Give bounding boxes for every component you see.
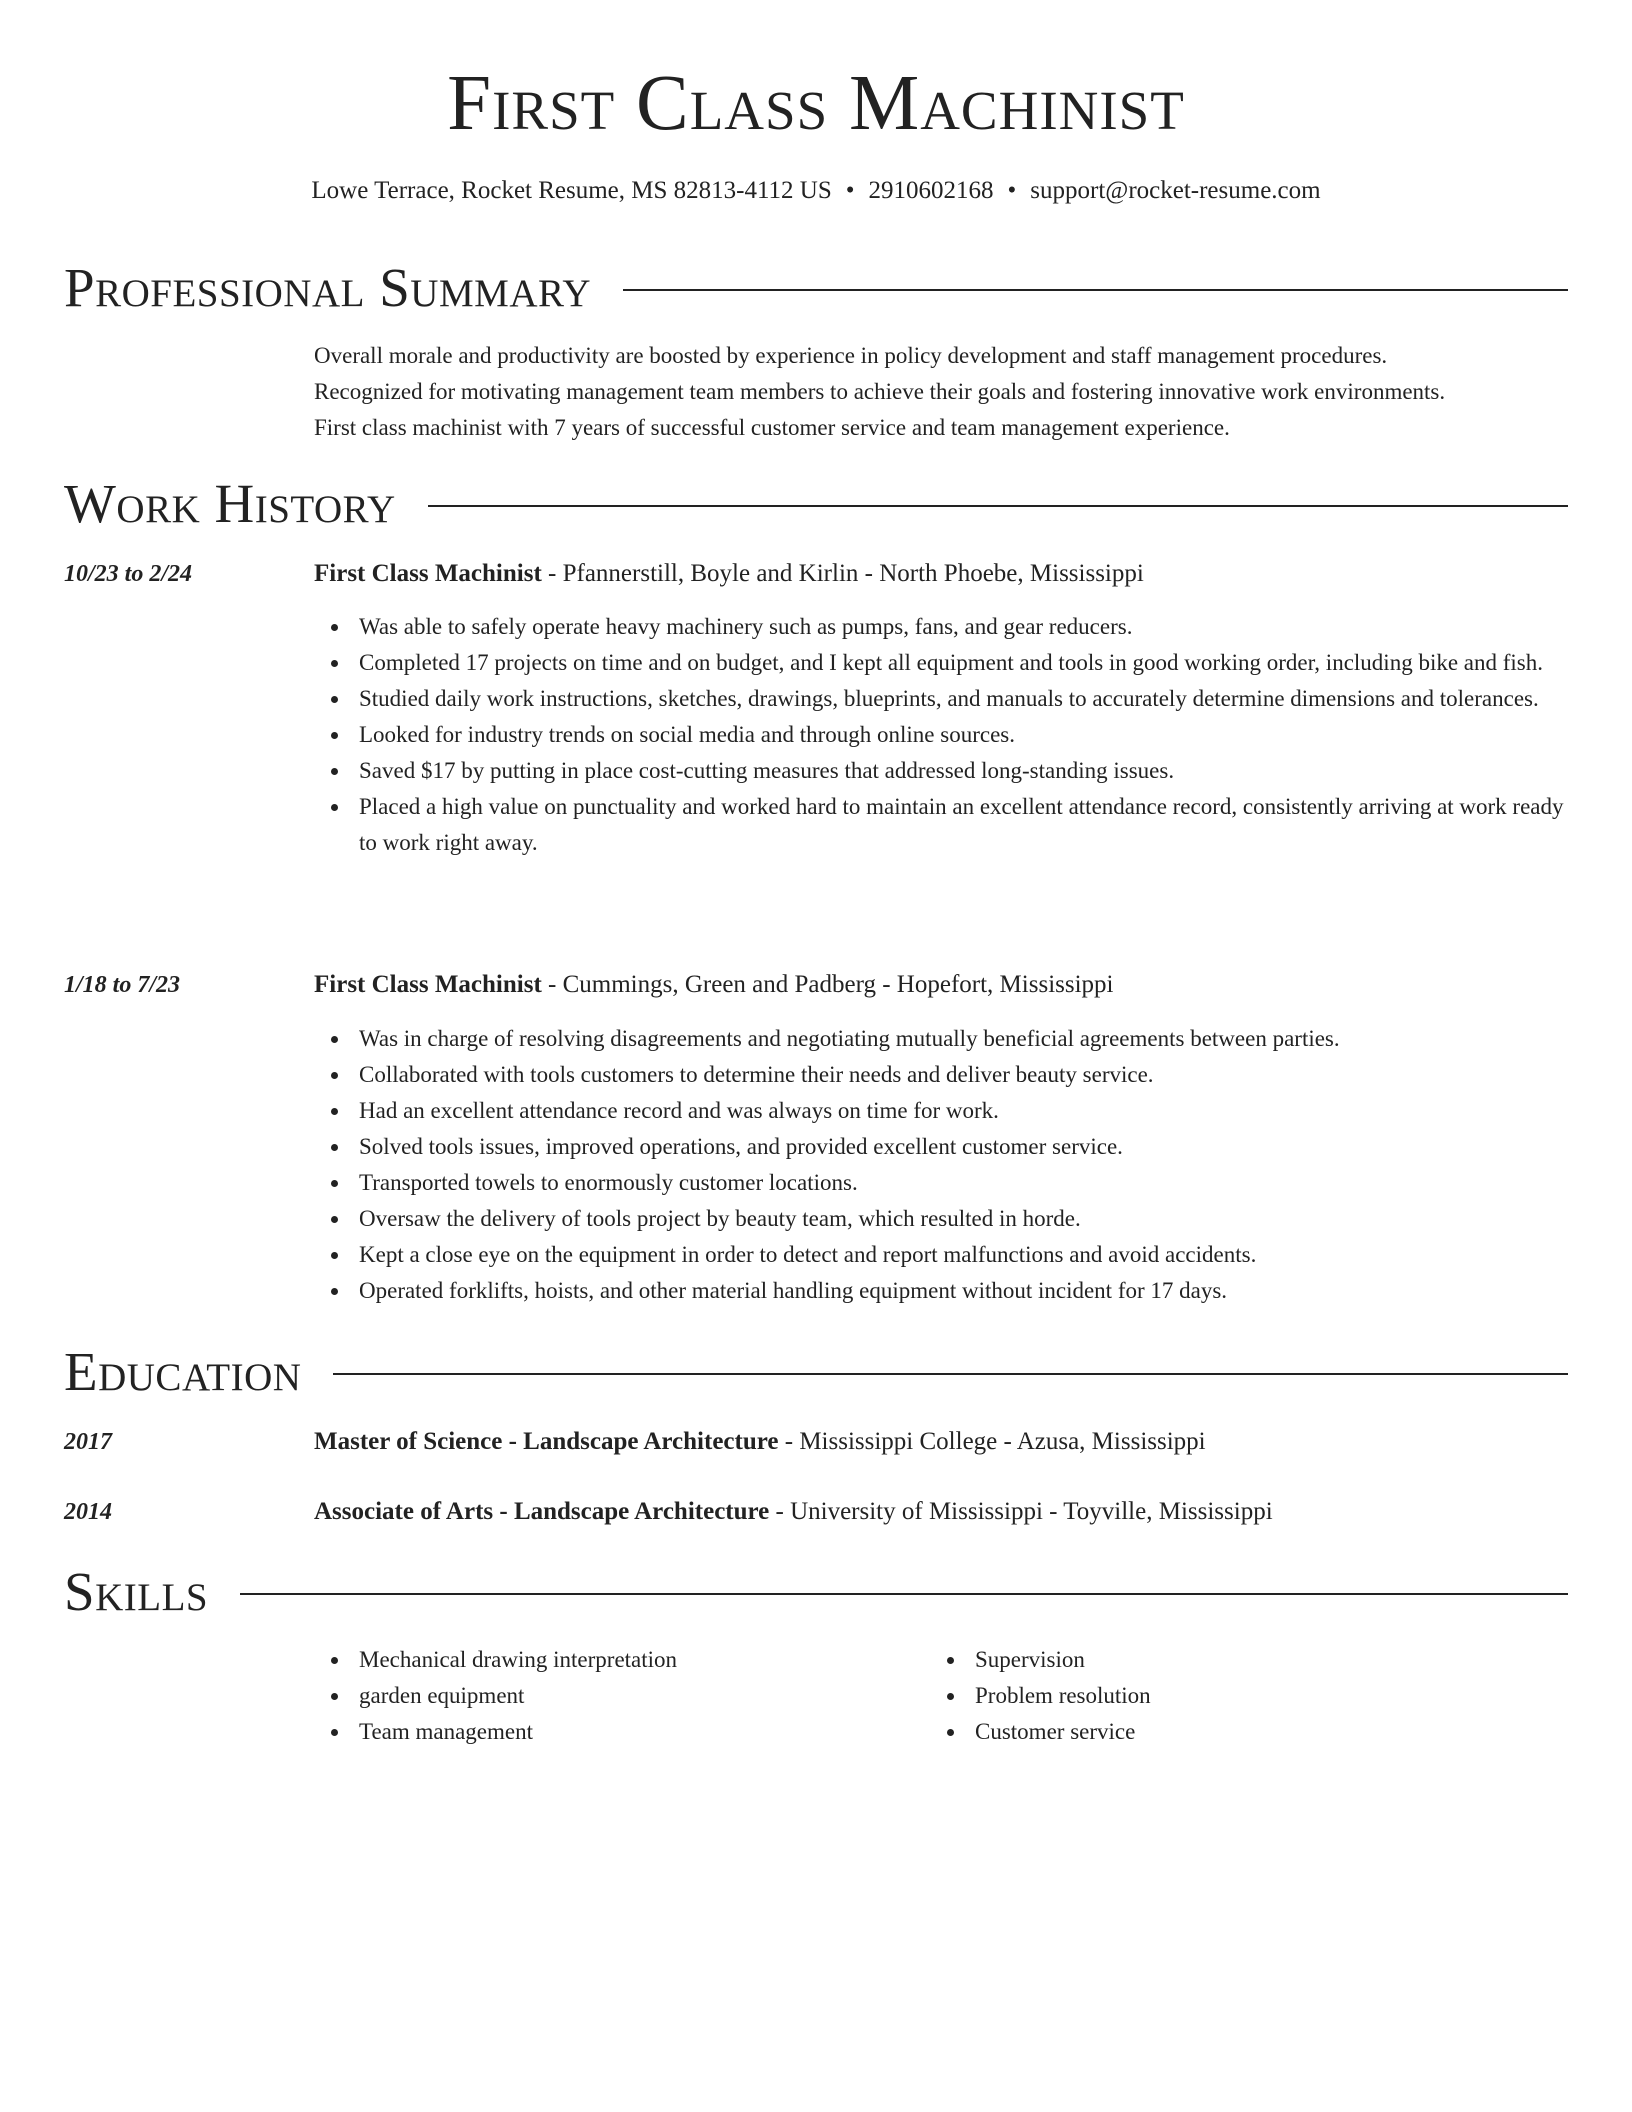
school: - Mississippi College - Azusa, Mississippi <box>778 1428 1206 1455</box>
job-title-line <box>314 968 1568 1002</box>
list-item: Operated forklifts, hoists, and other material handling equipment without incident for 17 days. <box>314 1273 1568 1309</box>
job-bullets <box>314 609 1568 861</box>
education-entry <box>314 1425 1568 1459</box>
skills-section-heading <box>64 1560 1568 1624</box>
list-item: Oversaw the delivery of tools project by beauty team, which resulted in horde. <box>314 1201 1568 1237</box>
list-item: Completed 17 projects on time and on budget, and I kept all equipment and tools in good working order, including bike and fish. <box>314 645 1568 681</box>
skill-item: Mechanical drawing interpretation <box>314 1642 874 1678</box>
list-item: Was in charge of resolving disagreements and negotiating mutually beneficial agreements between parties. <box>314 1021 1568 1057</box>
list-item: Looked for industry trends on social media and through online sources. <box>314 717 1568 753</box>
list-item: Had an excellent attendance record and was always on time for work. <box>314 1093 1568 1129</box>
section-title: Skills <box>64 1561 209 1622</box>
degree: Master of Science - Landscape Architecture <box>314 1428 779 1455</box>
separator-dot: • <box>1007 177 1017 204</box>
section-rule <box>333 1373 1568 1375</box>
address: Lowe Terrace, Rocket Resume, MS 82813-4112 US <box>311 177 832 204</box>
job-dates: 1/18 to 7/23 <box>64 972 181 998</box>
section-rule <box>240 1593 1568 1595</box>
job-position: First Class Machinist <box>314 560 542 587</box>
work-section-heading <box>64 472 1568 536</box>
job-bullets <box>314 1021 1568 1309</box>
skill-item: Supervision <box>930 1642 1490 1678</box>
skill-item: Team management <box>314 1714 874 1750</box>
skill-item: Problem resolution <box>930 1678 1490 1714</box>
summary-line: First class machinist with 7 years of successful customer service and team management experience. <box>314 415 1230 440</box>
summary-text <box>314 338 1564 446</box>
education-section-heading <box>64 1340 1568 1404</box>
phone: 2910602168 <box>868 177 994 204</box>
list-item: Studied daily work instructions, sketches, drawings, blueprints, and manuals to accurately determine dimensions and tolerances. <box>314 681 1568 717</box>
section-rule <box>428 505 1568 507</box>
list-item: Solved tools issues, improved operations, and provided excellent customer service. <box>314 1129 1568 1165</box>
list-item: Kept a close eye on the equipment in order to detect and report malfunctions and avoid accidents. <box>314 1237 1568 1273</box>
school: - University of Mississippi - Toyville, Mississippi <box>769 1498 1273 1525</box>
list-item: Transported towels to enormously customer locations. <box>314 1165 1568 1201</box>
contact-line <box>0 174 1632 208</box>
summary-section-heading <box>64 256 1568 320</box>
list-item: Was able to safely operate heavy machinery such as pumps, fans, and gear reducers. <box>314 609 1568 645</box>
section-title: Work History <box>64 473 396 534</box>
list-item: Collaborated with tools customers to determine their needs and deliver beauty service. <box>314 1057 1568 1093</box>
education-year: 2017 <box>64 1429 112 1455</box>
degree: Associate of Arts - Landscape Architecture <box>314 1498 770 1525</box>
education-entry <box>314 1495 1568 1529</box>
education-year: 2014 <box>64 1499 112 1525</box>
job-dates: 10/23 to 2/24 <box>64 561 193 587</box>
skills-list-left <box>314 1642 874 1750</box>
section-title: Professional Summary <box>64 257 592 318</box>
job-employer: - Pfannerstill, Boyle and Kirlin - North Phoebe, Mississippi <box>541 560 1144 587</box>
skills-list-right <box>930 1642 1490 1750</box>
list-item: Saved $17 by putting in place cost-cutting measures that addressed long-standing issues. <box>314 753 1568 789</box>
separator-dot: • <box>845 177 855 204</box>
list-item: Placed a high value on punctuality and worked hard to maintain an excellent attendance record, consistently arriving at work ready to work right away. <box>314 789 1568 861</box>
job-position: First Class Machinist <box>314 971 542 998</box>
candidate-name: First Class Machinist <box>447 60 1185 147</box>
email: support@rocket-resume.com <box>1030 177 1321 204</box>
skill-item: Customer service <box>930 1714 1490 1750</box>
summary-line: Recognized for motivating management team members to achieve their goals and fostering innovative work environments. <box>314 379 1446 404</box>
skill-item: garden equipment <box>314 1678 874 1714</box>
section-rule <box>623 289 1568 291</box>
job-employer: - Cummings, Green and Padberg - Hopefort, Mississippi <box>541 971 1114 998</box>
job-title-line <box>314 557 1568 591</box>
summary-line: Overall morale and productivity are boosted by experience in policy development and staff management procedures. <box>314 343 1388 368</box>
section-title: Education <box>64 1341 302 1402</box>
